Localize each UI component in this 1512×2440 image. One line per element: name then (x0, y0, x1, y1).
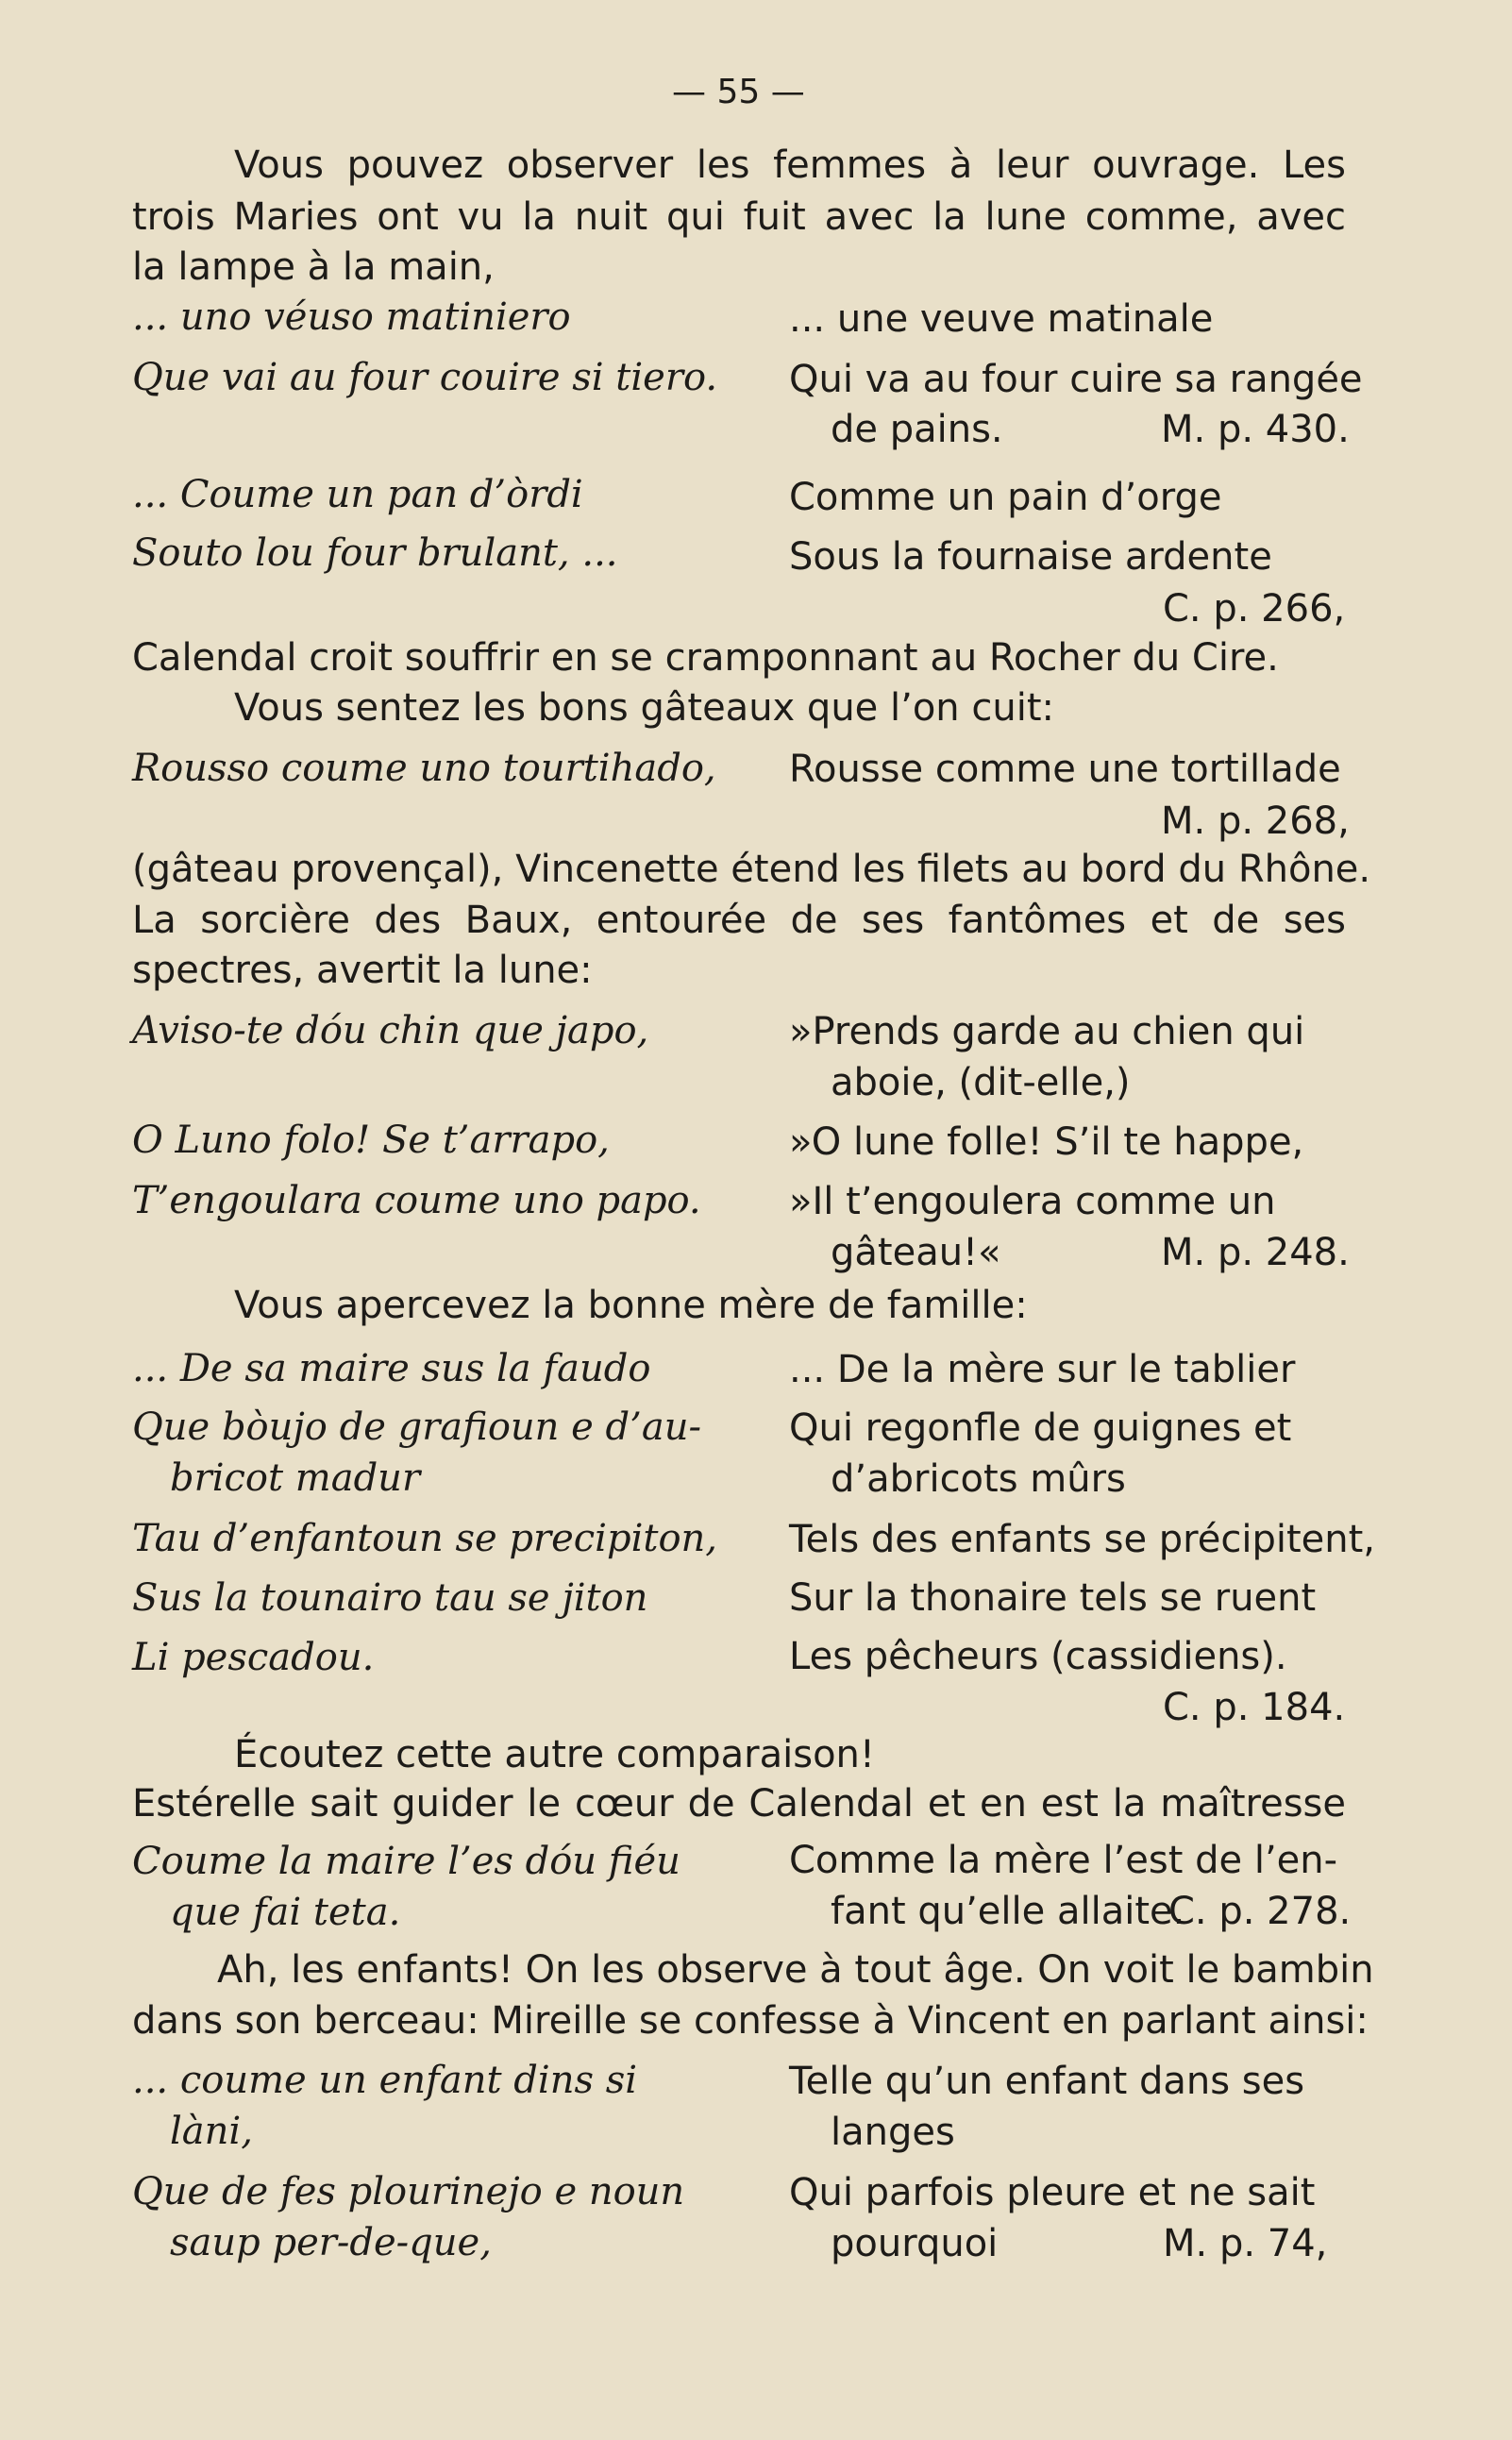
verse-left-line: Souto lou four brulant, ... (132, 531, 618, 575)
verse-left-line: Que vai au four couire si tiero. (132, 356, 718, 399)
verse-right-line: Sur la thonaire tels se ruent (789, 1576, 1317, 1620)
verse-left-line: Rousso coume uno tourtihado, (132, 747, 716, 790)
verse-right-line: Tels des enfants se précipitent, (789, 1518, 1375, 1561)
verse-right-line: Comme la mère l’est de l’en- (789, 1839, 1338, 1882)
verse-left-line: Coume la maire l’es dóu fiéu (132, 1840, 680, 1883)
reference: M. p. 268, (1161, 799, 1350, 843)
verse-right-line: fant qu’elle allaite. (831, 1890, 1185, 1933)
verse-right-line: pourquoi (831, 2222, 999, 2265)
verse-right-line: »Il t’engoulera comme un (789, 1180, 1276, 1223)
verse-right-line: d’abricots mûrs (831, 1457, 1126, 1501)
verse-left-line: Sus la tounairo tau se jiton (132, 1576, 648, 1620)
reference: C. p. 266, (1163, 587, 1346, 631)
prose-line: La sorcière des Baux, entourée de ses fantômes et de ses (132, 899, 1346, 942)
prose-line: Calendal croit souffrir en se cramponnant au Rocher du Cire. (132, 636, 1279, 680)
verse-left-line: bricot madur (170, 1456, 421, 1500)
verse-left-line: que fai teta. (170, 1891, 401, 1934)
verse-left-line: ... De sa maire sus la faudo (132, 1347, 651, 1390)
verse-right-line: Les pêcheurs (cassidiens). (789, 1635, 1287, 1678)
reference: M. p. 430. (1161, 408, 1350, 451)
prose-line: Vous apercevez la bonne mère de famille: (234, 1284, 1028, 1327)
prose-line: (gâteau provençal), Vincenette étend les filets au bord du Rhône. (132, 848, 1371, 891)
reference: M. p. 74, (1163, 2222, 1328, 2265)
prose-line: la lampe à la main, (132, 245, 495, 289)
verse-right-line: Qui parfois pleure et ne sait (789, 2171, 1316, 2214)
verse-right-line: langes (831, 2111, 955, 2154)
verse-left-line: Que bòujo de grafioun e d’au- (132, 1405, 701, 1449)
verse-left-line: làni, (170, 2110, 253, 2153)
prose-line: Vous pouvez observer les femmes à leur ouvrage. Les (234, 143, 1346, 187)
verse-left-line: Tau d’enfantoun se precipiton, (132, 1517, 717, 1560)
reference: M. p. 248. (1161, 1231, 1350, 1274)
verse-left-line: ... uno véuso matiniero (132, 295, 571, 339)
verse-left-line: T’engoulara coume uno papo. (132, 1179, 701, 1222)
verse-left-line: ... coume un enfant dins si (132, 2059, 638, 2102)
prose-line: Écoutez cette autre comparaison! (234, 1733, 875, 1776)
page-number: — 55 — (672, 73, 805, 111)
verse-left-line: O Luno folo! Se t’arrapo, (132, 1119, 610, 1162)
verse-right-line: Telle qu’un enfant dans ses (789, 2060, 1305, 2103)
verse-right-line: de pains. (831, 408, 1003, 451)
verse-right-line: Rousse comme une tortillade (789, 748, 1341, 791)
prose-line: Estérelle sait guider le cœur de Calendal et en est la maîtresse (132, 1782, 1346, 1826)
verse-right-line: gâteau!« (831, 1231, 1001, 1274)
reference: C. p. 278. (1168, 1890, 1352, 1933)
verse-right-line: ... une veuve matinale (789, 297, 1214, 341)
verse-left-line: saup per-de-que, (170, 2221, 492, 2264)
verse-right-line: Comme un pain d’orge (789, 476, 1222, 519)
verse-right-line: aboie, (dit-elle,) (831, 1061, 1131, 1104)
verse-right-line: Sous la fournaise ardente (789, 535, 1272, 579)
prose-line: trois Maries ont vu la nuit qui fuit avec la lune comme, avec (132, 195, 1346, 239)
verse-right-line: Qui regonfle de guignes et (789, 1406, 1292, 1450)
verse-left-line: Aviso-te dóu chin que japo, (132, 1009, 649, 1052)
reference: C. p. 184. (1163, 1686, 1346, 1729)
verse-left-line: ... Coume un pan d’òrdi (132, 473, 583, 516)
verse-right-line: Qui va au four cuire sa rangée (789, 358, 1363, 401)
verse-right-line: »Prends garde au chien qui (789, 1010, 1305, 1053)
verse-right-line: ... De la mère sur le tablier (789, 1348, 1296, 1391)
verse-left-line: Li pescadou. (132, 1636, 375, 1679)
prose-line: Ah, les enfants! On les observe à tout âge. On voit le bambin (217, 1948, 1374, 1992)
prose-line: spectres, avertit la lune: (132, 949, 593, 992)
prose-line: dans son berceau: Mireille se confesse à Vincent en parlant ainsi: (132, 1999, 1369, 2043)
verse-left-line: Que de fes plourinejo e noun (132, 2170, 685, 2213)
prose-line: Vous sentez les bons gâteaux que l’on cuit: (234, 686, 1054, 730)
verse-right-line: »O lune folle! S’il te happe, (789, 1120, 1304, 1164)
